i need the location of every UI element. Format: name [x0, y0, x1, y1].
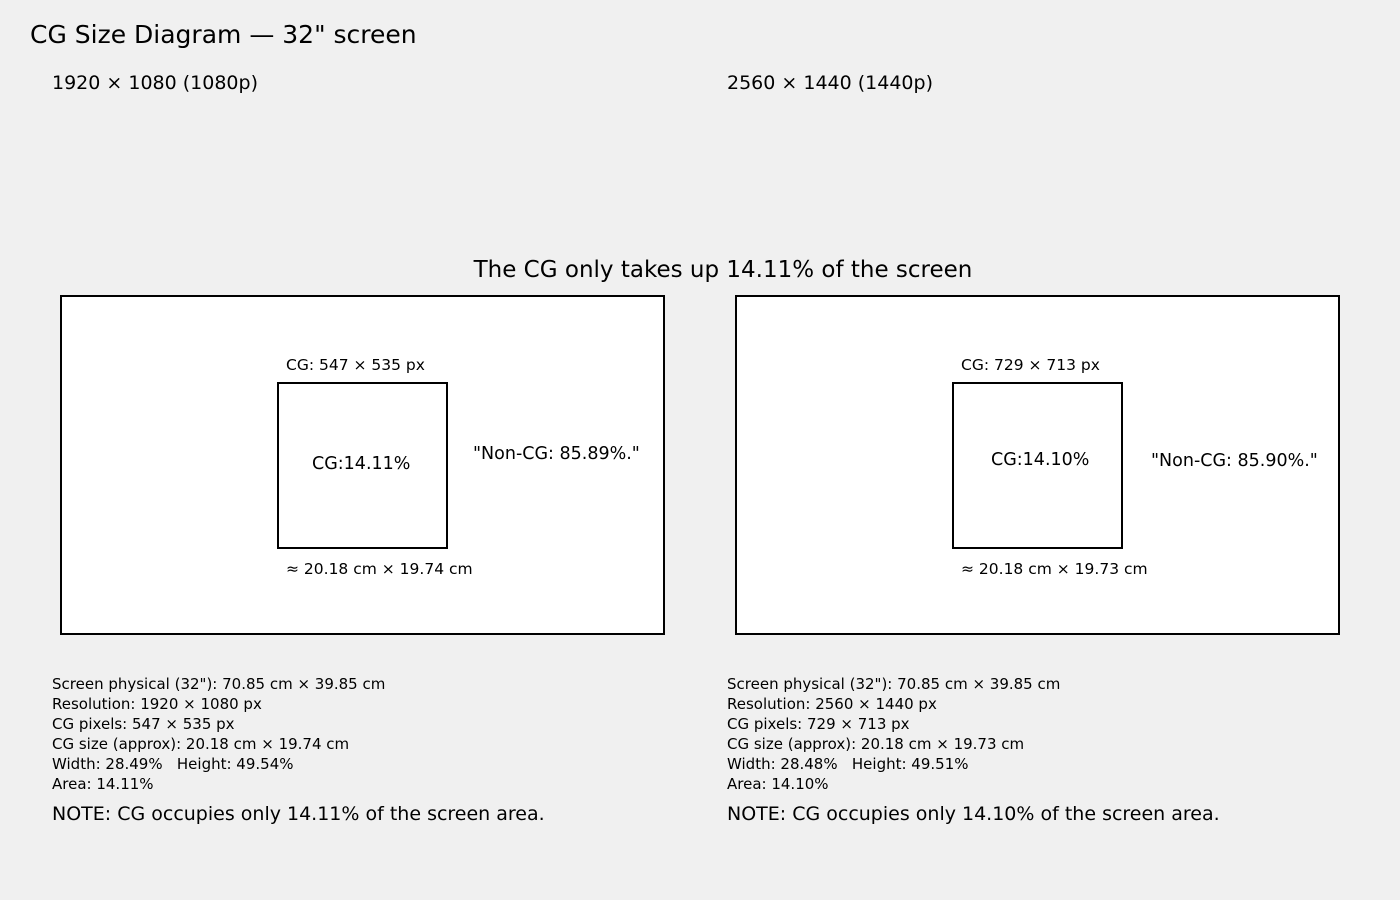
- info-line: Screen physical (32"): 70.85 cm × 39.85 cm: [52, 675, 386, 693]
- info-line: CG pixels: 729 × 713 px: [727, 715, 910, 733]
- info-block-1440p: [727, 674, 1060, 794]
- resolution-label-1440p: 2560 × 1440 (1440p): [727, 72, 933, 94]
- note-1440p: NOTE: CG occupies only 14.10% of the screen area.: [727, 803, 1220, 825]
- cg-percent-label: CG:14.11%: [312, 454, 411, 474]
- cg-size-cm-label: ≈ 20.18 cm × 19.74 cm: [286, 560, 473, 578]
- info-line: CG pixels: 547 × 535 px: [52, 715, 235, 733]
- info-line: Width: 28.48% Height: 49.51%: [727, 755, 969, 773]
- note-1080p: NOTE: CG occupies only 14.11% of the screen area.: [52, 803, 545, 825]
- info-line: CG size (approx): 20.18 cm × 19.74 cm: [52, 735, 350, 753]
- page-title: CG Size Diagram — 32" screen: [30, 20, 417, 49]
- cg-pixels-label: CG: 729 × 713 px: [961, 356, 1100, 374]
- screen-box-1440p: [735, 295, 1340, 635]
- info-line: Resolution: 2560 × 1440 px: [727, 695, 937, 713]
- non-cg-label: "Non-CG: 85.89%.": [473, 444, 640, 464]
- cg-percent-label: CG:14.10%: [991, 450, 1090, 470]
- info-line: CG size (approx): 20.18 cm × 19.73 cm: [727, 735, 1025, 753]
- screen-box-1080p: [60, 295, 665, 635]
- info-line: Screen physical (32"): 70.85 cm × 39.85 cm: [727, 675, 1061, 693]
- cg-pixels-label: CG: 547 × 535 px: [286, 356, 425, 374]
- info-line: Resolution: 1920 × 1080 px: [52, 695, 262, 713]
- non-cg-label: "Non-CG: 85.90%.": [1151, 451, 1318, 471]
- info-line: Area: 14.10%: [727, 775, 829, 793]
- info-block-1080p: [52, 674, 385, 794]
- headline: The CG only takes up 14.11% of the screen: [473, 257, 973, 283]
- resolution-label-1080p: 1920 × 1080 (1080p): [52, 72, 258, 94]
- info-line: Width: 28.49% Height: 49.54%: [52, 755, 294, 773]
- cg-size-cm-label: ≈ 20.18 cm × 19.73 cm: [961, 560, 1148, 578]
- info-line: Area: 14.11%: [52, 775, 154, 793]
